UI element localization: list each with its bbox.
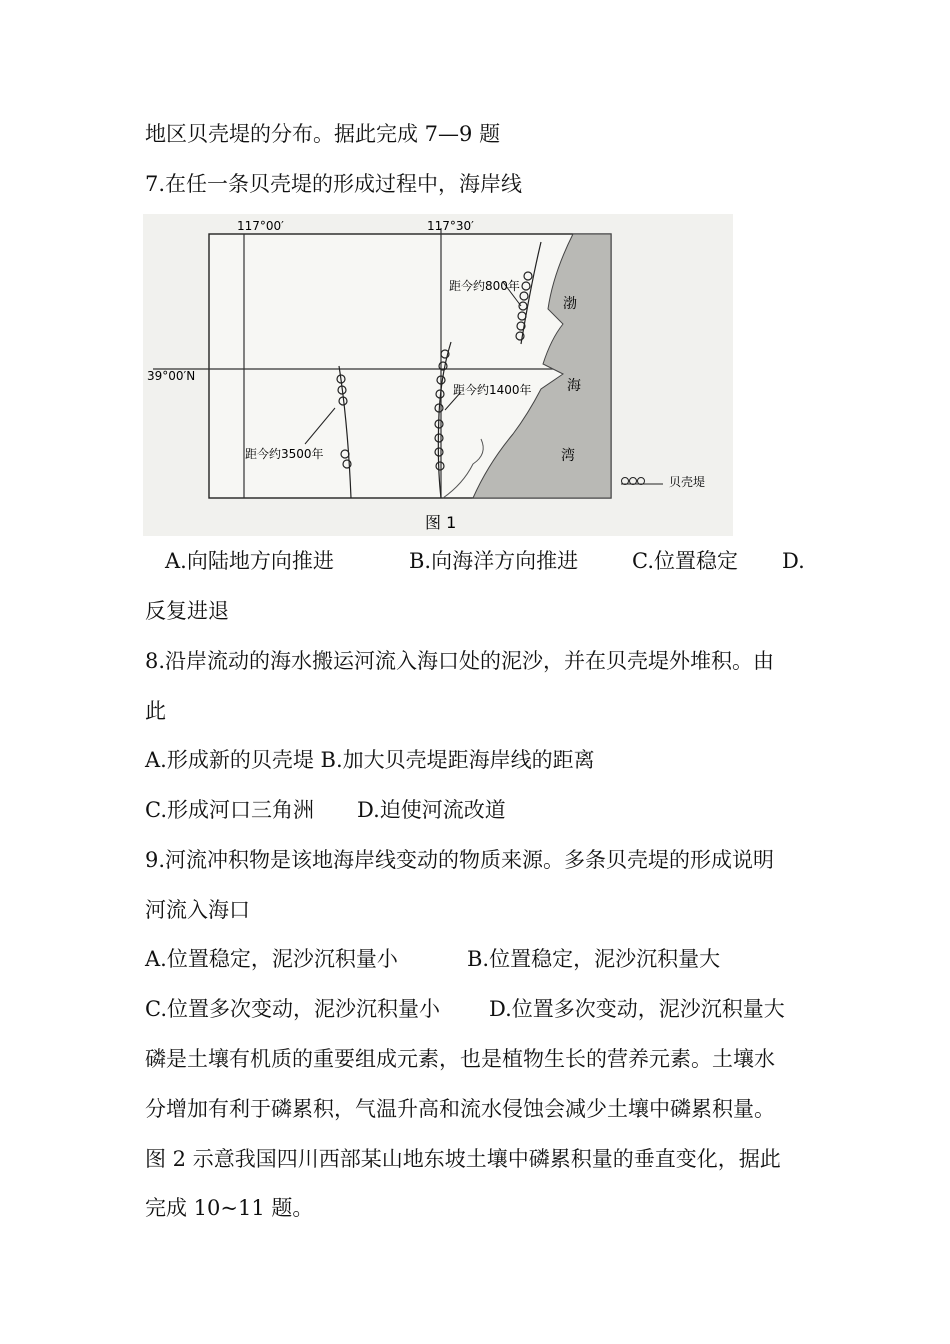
question-8-options-cd xyxy=(145,796,506,824)
question-7: 7.在任一条贝壳堤的形成过程中，海岸线 xyxy=(145,172,523,196)
paragraph-line-4: 完成 10~11 题。 xyxy=(145,1196,314,1220)
question-8-a: 8.沿岸流动的海水搬运河流入海口处的泥沙，并在贝壳堤外堆积。由 xyxy=(145,649,775,673)
q7-option-d: D. xyxy=(782,549,805,573)
q7-option-a: A.向陆地方向推进 xyxy=(165,549,334,573)
question-9-options-cd xyxy=(145,995,785,1023)
intro-line: 地区贝壳堤的分布。据此完成 7—9 题 xyxy=(145,122,501,146)
q8-option-c: C.形成河口三角洲 xyxy=(145,798,314,822)
legend-label: 贝壳堤 xyxy=(669,475,706,489)
sea-char-1: 渤 xyxy=(563,296,577,312)
question-8-options-ab: A.形成新的贝壳堤 B.加大贝壳堤距海岸线的距离 xyxy=(145,748,595,772)
paragraph-line-2: 分增加有利于磷累积，气温升高和流水侵蚀会减少土壤中磷累积量。 xyxy=(145,1097,775,1121)
question-9-a: 9.河流冲积物是该地海岸线变动的物质来源。多条贝壳堤的形成说明 xyxy=(145,848,775,872)
question-8-b: 此 xyxy=(145,699,166,723)
paragraph-line-1: 磷是土壤有机质的重要组成元素，也是植物生长的营养元素。土壤水 xyxy=(145,1047,775,1071)
q9-option-a: A.位置稳定，泥沙沉积量小 xyxy=(145,947,398,971)
legend-shell-ridge-symbol xyxy=(621,478,663,485)
q7-option-b: B.向海洋方向推进 xyxy=(409,549,579,573)
question-7-options xyxy=(165,547,805,575)
paragraph-line-3: 图 2 示意我国四川西部某山地东坡土壤中磷累积量的垂直变化，据此 xyxy=(145,1147,781,1171)
map-svg xyxy=(143,214,733,536)
sea-char-3: 湾 xyxy=(561,448,575,464)
q9-option-b: B.位置稳定，泥沙沉积量大 xyxy=(467,947,721,971)
shell-ridge-map xyxy=(143,214,733,536)
q9-option-d: D.位置多次变动，泥沙沉积量大 xyxy=(489,997,785,1021)
label-1400: 距今约1400年 xyxy=(453,383,532,397)
lat-label: 39°00′N xyxy=(147,369,196,383)
q8-option-d: D.迫使河流改道 xyxy=(357,798,506,822)
question-7-option-d-cont: 反复进退 xyxy=(145,599,229,623)
label-3500: 距今约3500年 xyxy=(245,447,324,461)
sea-char-2: 海 xyxy=(567,378,581,394)
figure-caption: 图 1 xyxy=(425,513,457,532)
lon-left-label: 117°00′ xyxy=(237,219,284,233)
label-800: 距今约800年 xyxy=(449,279,520,293)
q7-option-c: C.位置稳定 xyxy=(632,549,738,573)
q9-option-c: C.位置多次变动，泥沙沉积量小 xyxy=(145,997,440,1021)
question-9-options-ab xyxy=(145,945,720,973)
question-9-b: 河流入海口 xyxy=(145,898,250,922)
lon-right-label: 117°30′ xyxy=(427,219,474,233)
